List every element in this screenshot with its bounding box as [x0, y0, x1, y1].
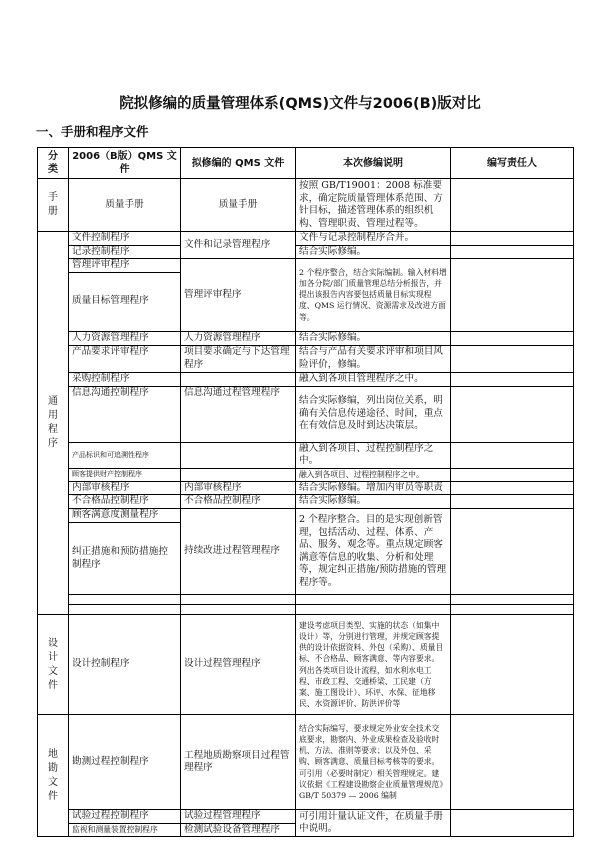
- cell-note: 融入到各项目管理程序之中。: [296, 372, 451, 386]
- cell-note: 结合实际修编。增加内审员等职责: [296, 481, 451, 495]
- header-owner: 编写责任人: [451, 148, 574, 179]
- cell-owner: [451, 509, 574, 595]
- cell-planned: 内部审核程序: [181, 481, 296, 495]
- category-cell: 地勘文件: [38, 715, 69, 837]
- table-row: [38, 509, 574, 523]
- cell-owner: [451, 372, 574, 386]
- cell-owner: [451, 331, 574, 345]
- table-row: [38, 615, 574, 715]
- cell-2006: 产品要求评审程序: [69, 345, 181, 372]
- page-title: 院拟修编的质量管理体系(QMS)文件与2006(B)版对比: [119, 96, 481, 112]
- cell-owner: [451, 442, 574, 468]
- table-row: [38, 481, 574, 495]
- cell-note: 2 个程序整合。目的是实现创新管理，包括活动、过程、体系、产品、服务、观念等。重点规定顾客满意等信息的收集、分析和处理等，规定纠正措施/预防措施的管理程序等。: [296, 509, 451, 595]
- cell-note: 结合实际编写，要求规定外业安全技术交底要求，勘察内、外业成果检查及验收时机、方法、准则等要求；以及外包、采购、顾客满意、质量目标考核等的要求。可引用（必要时制定）相关管理规定。建议依据《工程建设勘察企业质量管理规范》GB/T 50379 — 2006 编制: [296, 715, 451, 810]
- cell-2006: 记录控制程序: [69, 245, 181, 259]
- cell-planned: 设计过程管理程序: [181, 615, 296, 715]
- cell-planned: [181, 372, 296, 386]
- cell-planned: 不合格品控制程序: [181, 495, 296, 509]
- category-cell: 设计文件: [38, 615, 69, 715]
- cell-note: 结合实际修编。: [296, 495, 451, 509]
- cell-owner: [451, 245, 574, 259]
- cell-2006: 管理评审程序: [69, 259, 181, 273]
- cell-planned: [181, 468, 296, 481]
- cell-note: 融入到各项目、过程控制程序之中。: [296, 442, 451, 468]
- cell-planned: 质量手册: [181, 179, 296, 232]
- empty-cell: [69, 605, 181, 615]
- category-cell: 手册: [38, 179, 69, 232]
- cell-2006: 顾客满意度测量程序: [69, 509, 181, 523]
- cell-planned: 检测试验设备管理程序: [181, 823, 296, 837]
- cell-owner: [451, 468, 574, 481]
- cell-note: 结合实际修编。: [296, 331, 451, 345]
- header-2006: 2006（B版）QMS 文件: [69, 148, 181, 179]
- empty-cell: [69, 595, 181, 605]
- header-category: 分类: [38, 148, 69, 179]
- cell-2006: 文件控制程序: [69, 232, 181, 246]
- cell-2006: 信息沟通控制程序: [69, 386, 181, 442]
- cell-planned: 信息沟通过程管理程序: [181, 386, 296, 442]
- cell-owner: [451, 481, 574, 495]
- cell-2006: 顾客提供财产控制程序: [69, 468, 181, 481]
- cell-planned: 文件和记录管理程序: [181, 232, 296, 259]
- table-row: [38, 372, 574, 386]
- cell-note: 建设考虑项目类型、实施的状态（如集中设计）等，分别进行管理，并规定顾客提供的设计依据资料、外包（采购）、质量目标、不合格品、顾客满意、等内容要求。列出各类项目设计流程，如水利水电工程、市政工程、交通桥梁、工民建（方案、施工图设计）、环评、水保、征地移民、水资源评价、防洪评价等: [296, 615, 451, 715]
- empty-cell: [296, 605, 451, 615]
- table-row: [38, 245, 574, 259]
- cell-2006: 人力资源管理程序: [69, 331, 181, 345]
- cell-planned: 人力资源管理程序: [181, 331, 296, 345]
- cell-planned: [181, 442, 296, 468]
- cell-2006: 试验过程控制程序: [69, 810, 181, 824]
- header-planned: 拟修编的 QMS 文件: [181, 148, 296, 179]
- cell-note: 结合实际修编，列出岗位关系，明确有关信息传递途径、时间，重点在有效信息及时到达决策层。: [296, 386, 451, 442]
- cell-2006: 采购控制程序: [69, 372, 181, 386]
- cell-planned: 试验过程管理程序: [181, 810, 296, 824]
- empty-cell: [451, 605, 574, 615]
- cell-planned: 持续改进过程管理程序: [181, 509, 296, 595]
- cell-2006: 设计控制程序: [69, 615, 181, 715]
- cell-note: 结合与产品有关要求评审和项目风险评价，修编。: [296, 345, 451, 372]
- cell-owner: [451, 715, 574, 810]
- cell-2006: 质量目标管理程序: [69, 272, 181, 331]
- cell-2006: 产品标识和可追溯性程序: [69, 442, 181, 468]
- cell-note: 融入到各项目、过程控制程序之中。: [296, 468, 451, 481]
- cell-2006: 不合格品控制程序: [69, 495, 181, 509]
- table-row: [38, 595, 574, 605]
- empty-cell: [296, 595, 451, 605]
- cell-owner: [451, 345, 574, 372]
- cell-owner: [451, 615, 574, 715]
- cell-note: 文件与记录控制程序合并。: [296, 232, 451, 246]
- cell-owner: [451, 259, 574, 332]
- table-row: [38, 810, 574, 824]
- cell-planned: 工程地质勘察项目过程管理程序: [181, 715, 296, 810]
- cell-owner: [451, 495, 574, 509]
- category-cell: 通用程序: [38, 232, 69, 615]
- cell-note: 2 个程序整合，结合实际编制。输入材料增加各分院/部门质量管理总结分析报告，并提出该报告内容要包括质量目标实现程度、QMS 运行情况、资源需求及改进方面等。: [296, 259, 451, 332]
- comparison-table: [37, 147, 574, 837]
- table-row: [38, 442, 574, 468]
- table-row: [38, 495, 574, 509]
- cell-owner: [451, 810, 574, 837]
- table-row: [38, 331, 574, 345]
- empty-cell: [181, 595, 296, 605]
- cell-note: 结合实际修编。: [296, 245, 451, 259]
- cell-planned: 项目要求确定与下达管理程序: [181, 345, 296, 372]
- cell-owner: [451, 232, 574, 246]
- table-row: [38, 468, 574, 481]
- table-header-row: [38, 148, 574, 179]
- table-row: [38, 605, 574, 615]
- table-row: [38, 179, 574, 232]
- cell-note: 可引用计量认证文件，在质量手册中说明。: [296, 810, 451, 837]
- cell-2006: 勘测过程控制程序: [69, 715, 181, 810]
- section-heading: 一、手册和程序文件: [36, 124, 149, 139]
- cell-2006: 纠正措施和预防措施控制程序: [69, 523, 181, 595]
- cell-2006: 内部审核程序: [69, 481, 181, 495]
- header-note: 本次修编说明: [296, 148, 451, 179]
- cell-owner: [451, 179, 574, 232]
- table-row: [38, 386, 574, 442]
- cell-owner: [451, 386, 574, 442]
- table-row: [38, 715, 574, 810]
- cell-planned: 管理评审程序: [181, 259, 296, 332]
- cell-2006: 监视和测量装置控制程序: [69, 823, 181, 837]
- table-row: [38, 345, 574, 372]
- table-row: [38, 232, 574, 246]
- empty-cell: [181, 605, 296, 615]
- empty-cell: [451, 595, 574, 605]
- cell-note: 按照 GB/T19001：2008 标准要求，确定院质量管理体系范围、方针目标，描述管理体系的组织机构、管理职责、管理过程等。: [296, 179, 451, 232]
- cell-2006: 质量手册: [69, 179, 181, 232]
- table-row: [38, 259, 574, 273]
